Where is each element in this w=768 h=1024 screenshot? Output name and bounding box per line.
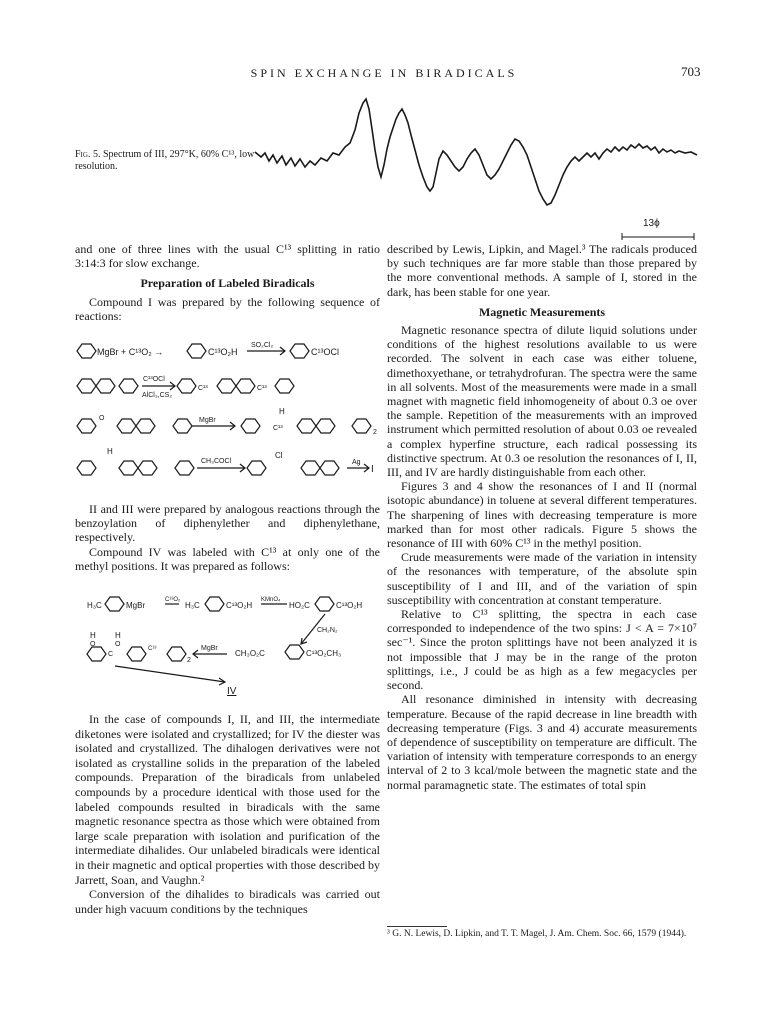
scheme2-h-2: H xyxy=(115,631,121,640)
benzene-ring xyxy=(96,379,115,393)
scheme1-line2-c13b: C¹³ xyxy=(257,385,267,392)
benzene-ring xyxy=(105,597,124,611)
left-column-middle xyxy=(75,502,380,573)
section-title-preparation: Preparation of Labeled Biradicals xyxy=(140,276,315,291)
benzene-ring xyxy=(127,647,146,661)
scheme1-line4-h: H xyxy=(107,447,113,456)
benzene-ring xyxy=(167,647,186,661)
benzene-ring xyxy=(290,344,309,358)
scheme2-co2h-1: C¹³O₂H xyxy=(226,601,253,610)
left-paragraph-3: Compound IV was labeled with C¹³ at only one of the methyl positions. It was prepared as follows: xyxy=(75,544,380,573)
scheme1-line3-reagent: MgBr xyxy=(199,417,216,424)
benzene-ring xyxy=(320,461,339,475)
scheme1-line4-ag: Ag xyxy=(352,459,361,466)
scheme2-mgbr-1: MgBr xyxy=(126,601,146,610)
benzene-ring xyxy=(87,647,106,661)
scheme2-mgbr-2: MgBr xyxy=(201,645,218,652)
scheme2-h3c-2: H₃C xyxy=(185,601,200,610)
benzene-ring xyxy=(315,597,334,611)
reaction-arrow xyxy=(115,666,225,682)
benzene-ring xyxy=(77,419,96,433)
left-paragraph-2: II and III were prepared by analogous reactions through the benzoylation of diphenylether and diphenylethane, respectively. xyxy=(75,502,380,545)
scheme2-iv-label: IV xyxy=(227,686,237,697)
scheme1-line1-product: C¹³OCl xyxy=(311,347,339,357)
benzene-ring xyxy=(175,461,194,475)
scheme2-co2ch3: C¹³O₂CH₃ xyxy=(306,649,342,658)
figure-caption-label: Fig. 5. xyxy=(75,149,101,160)
reaction-scheme-2 xyxy=(75,590,380,702)
scheme2-sub-2: 2 xyxy=(187,657,191,664)
figure-caption-text: Spectrum of III, 297°K, 60% C¹³, low resolution. xyxy=(75,149,255,172)
benzene-ring xyxy=(77,461,96,475)
scheme2-o-2: O xyxy=(115,641,121,648)
scheme2-c: C xyxy=(108,651,114,658)
benzene-ring xyxy=(177,379,196,393)
benzene-ring xyxy=(241,419,260,433)
footnote-rule xyxy=(387,926,447,927)
benzene-ring xyxy=(77,344,96,358)
benzene-ring xyxy=(247,461,266,475)
scheme2-ho2c: HO₂C xyxy=(289,601,310,610)
right-paragraph-1: described by Lewis, Lipkin, and Magel.³ The radicals produced by such techniques are far more stable than those prepared by the more conventional methods. A sample of I, stored in the dark, has been stable for one year. xyxy=(387,242,697,299)
scheme1-line1-mid: C¹³O₂H xyxy=(208,347,238,357)
right-paragraph-4: Crude measurements were made of the variation in intensity of the resonances with temperature, of the absolute spin susceptibility of I and III, and of the variation of spin susceptibility with concentration at constant temperature. xyxy=(387,550,697,607)
scheme2-o-1: O xyxy=(90,641,96,648)
benzene-ring xyxy=(119,461,138,475)
section-title-magnetic: Magnetic Measurements xyxy=(478,304,606,319)
right-paragraph-2: Magnetic resonance spectra of dilute liquid solutions under conditions of the highest resolutions available to us were recorded. The solvent in each case was either toluene, dimethoxyethane, or tetrahydrofuran. The spectra were the same in all solvents. Most of the measurements were made in a small magnet with magnetic field inhomogeneity of about 0.3 oe over the sample. Repetition of the measurements with an improved instrument which permitted resolution of about 0.03 oe revealed a complex hyperfine structure, each radical possessing its distinctive spectrum. At 0.3 oe resolution the resonances of I, II, III, and IV are hardly distinguishable from each other. xyxy=(387,323,697,480)
scheme1-line3-c13: C¹³ xyxy=(273,425,283,432)
scheme1-line3-sub: 2 xyxy=(373,429,377,436)
scheme2-h-1: H xyxy=(90,631,96,640)
scheme2-c13: C¹³ xyxy=(148,646,157,652)
page-number: 703 xyxy=(681,64,701,79)
benzene-ring xyxy=(138,461,157,475)
benzene-ring xyxy=(77,379,96,393)
benzene-ring xyxy=(301,461,320,475)
left-column-top xyxy=(75,242,380,323)
benzene-ring xyxy=(316,419,335,433)
right-column xyxy=(387,242,697,792)
left-paragraph-1: Compound I was prepared by the following sequence of reactions: xyxy=(75,294,380,323)
scheme1-line3-h: H xyxy=(279,407,285,416)
scale-label: 13ϕ xyxy=(643,218,660,229)
benzene-ring xyxy=(352,419,371,433)
running-title: SPIN EXCHANGE IN BIRADICALS xyxy=(250,66,518,80)
scheme1-line2-c13a: C¹³ xyxy=(198,385,208,392)
scheme2-ch3o2c: CH₃O₂C xyxy=(235,649,265,658)
benzene-ring xyxy=(187,344,206,358)
scheme1-line2-catalyst: AlCl₃,CS₂ xyxy=(142,392,173,399)
benzene-ring xyxy=(285,645,304,659)
scheme2-ch2n2: CH₂N₂ xyxy=(317,627,338,634)
benzene-ring xyxy=(119,379,138,393)
scheme1-line1-reagent: MgBr + C¹³O₂ → xyxy=(97,347,164,357)
benzene-ring xyxy=(136,419,155,433)
reaction-scheme-1 xyxy=(75,338,380,496)
scheme1-line4-product: I xyxy=(371,464,374,475)
right-paragraph-5: Relative to C¹³ splitting, the spectra in each case corresponded to independence of the two spins: J < A = 7×10⁷ sec⁻¹. Since the proton splittings have not been analyzed it is not impossible that J may be in the range of the proton splittings, i.e., J could be as high as a few megacycles per second. xyxy=(387,607,697,693)
scheme1-line3-o-label: O xyxy=(99,415,105,422)
figure-caption xyxy=(75,149,265,173)
scheme2-co2: C¹³O₂ xyxy=(165,597,181,603)
left-paragraph-4: In the case of compounds I, II, and III, the intermediate diketones were isolated and crystallized; for IV the diester was isolated and crystallized. The dihalogen derivatives were not isolated as crystalline solids in the preparation of the labeled compounds. Preparation of the biradicals from unlabeled compounds by a procedure identical with those used for the labeled compounds resulted in biradicals with the same magnetic resonance spectra as those which were obtained from large scale preparation with isolation and purification of the intermediate dihalides. Our unlabeled biradicals were identical in their magnetic and optical properties with those described by Jarrett, Soan, and Vaughn.² xyxy=(75,712,380,887)
scheme2-co2h-2: C¹³O₂H xyxy=(336,601,363,610)
benzene-ring xyxy=(117,419,136,433)
scheme1-line4-cl: Cl xyxy=(275,451,283,460)
right-paragraph-3: Figures 3 and 4 show the resonances of I and II (normal isotopic abundance) in toluene at several different temperatures. The sharpening of lines with decreasing temperature is more marked than for most other radicals. Figure 5 shows the resonance of III with 60% C¹³ in the methyl position. xyxy=(387,479,697,551)
benzene-ring xyxy=(297,419,316,433)
left-intro-paragraph: and one of three lines with the usual C¹³ splitting in ratio 3:14:3 for slow exchange. xyxy=(75,242,380,271)
benzene-ring xyxy=(217,379,236,393)
benzene-ring xyxy=(205,597,224,611)
footnote: ³ G. N. Lewis, D. Lipkin, and T. T. Magel, J. Am. Chem. Soc. 66, 1579 (1944). xyxy=(387,929,687,939)
benzene-ring xyxy=(173,419,192,433)
scheme1-line1-arrow-label: SO₂Cl₂ xyxy=(251,342,274,349)
right-paragraph-6: All resonance diminished in intensity with decreasing temperature. Because of the rapid decrease in line breadth with decreasing temperature (Figs. 3 and 4) accurate measurements of dependence of susceptibility on temperature are difficult. The variation of intensity with temperature corresponds to an energy interval of 2 to 3 kcal/mole between the magnetic state and the normal paramagnetic state. The estimates of total spin xyxy=(387,692,697,792)
benzene-ring xyxy=(236,379,255,393)
scheme2-kmno4: KMnO₄ xyxy=(261,597,281,603)
left-paragraph-5: Conversion of the dihalides to biradicals was carried out under high vacuum conditions by the techniques xyxy=(75,887,380,916)
scheme1-line2-reagent: C¹³OCl xyxy=(143,376,165,383)
scheme2-h3c-1: H₃C xyxy=(87,601,102,610)
scheme1-line4-reagent: CH₃COCl xyxy=(201,458,232,465)
benzene-ring xyxy=(275,379,294,393)
left-column-bottom xyxy=(75,712,380,916)
